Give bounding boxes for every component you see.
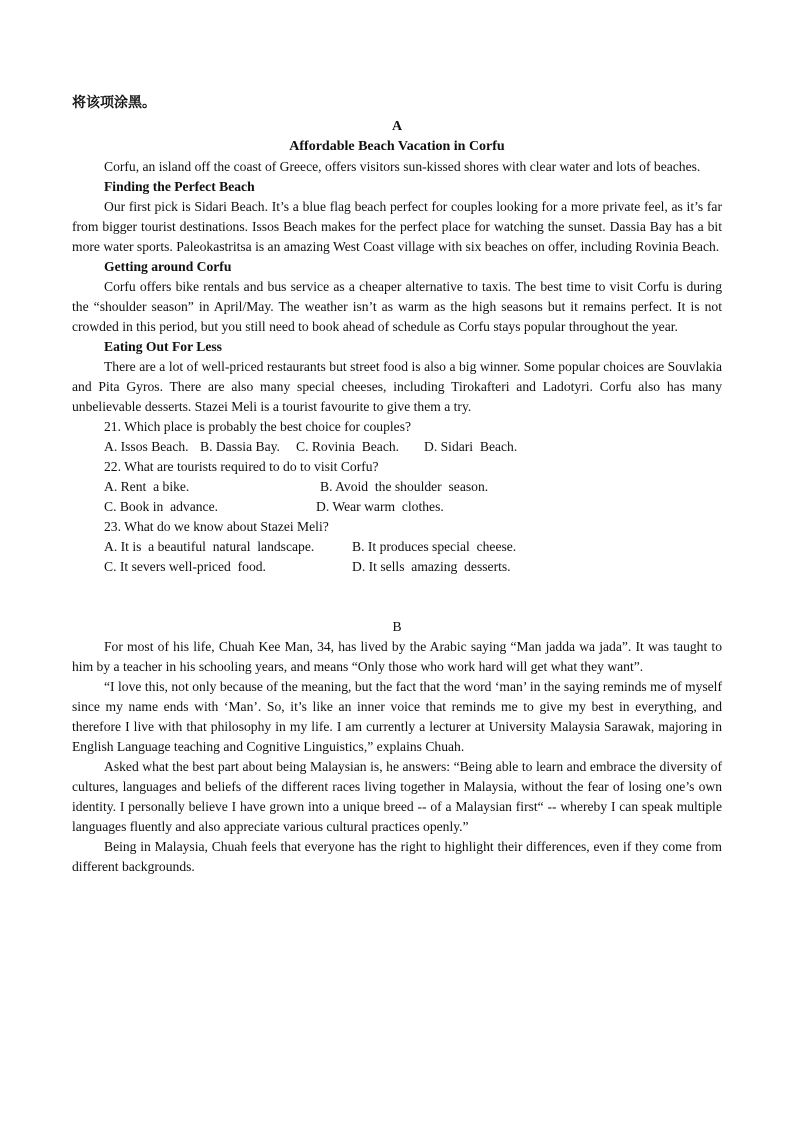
section-b-letter: B — [392, 619, 402, 634]
q23-option-b: B. It produces special cheese. — [352, 539, 517, 554]
q21-option-d: D. Sidari Beach. — [424, 439, 518, 454]
section-a-paragraph-2: Corfu offers bike rentals and bus service as a cheaper alternative to taxis. The best time to visit Corfu is during the “shoulder season” in April/May. The weather isn’t as warm as the high seasons but it remains perfect. It is not crowded in this period, but you still need to book ahead of schedule as Corfu stays popular throughout the year. — [72, 279, 722, 334]
q23-option-c: C. It severs well-priced food. — [104, 559, 266, 574]
section-b-paragraph-2: “I love this, not only because of the meaning, but the fact that the word ‘man’ in the saying reminds me of myself since my name ends with ‘Man’. So, it’s like an inner voice that reminds me to give my best in everything, and therefore I live with that philosophy in my life. I am currently a lecturer at University Malaysia Sarawak, majoring in English Language teaching and Cognitive Linguistics,” explains Chuah. — [72, 679, 722, 754]
section-b-paragraph-3: Asked what the best part about being Malaysian is, he answers: “Being able to learn and embrace the diversity of cultures, languages and beliefs of the different races living together in Malaysia, without the fear of losing one’s own identity. I personally believe I have grown into a unique breed -- of a Malaysian first“ -- whereby I can speak multiple languages fluently and also appreciate various cultural practices openly.” — [72, 759, 722, 834]
section-a-paragraph-3: There are a lot of well-priced restaurants but street food is also a big winner. Some popular choices are Souvlakia and Pita Gyros. There are also many special cheeses, including Tirokafteri and Ladotyri. Corfu also has many unbelievable desserts. Stazei Meli is a tourist favourite to give them a try. — [72, 359, 722, 414]
section-a-letter: A — [391, 119, 403, 134]
question-21-stem: 21. Which place is probably the best choice for couples? — [104, 419, 412, 434]
section-a-paragraph-1: Our first pick is Sidari Beach. It’s a blue flag beach perfect for couples looking for a more private feel, as it’s far from bigger tourist destinations. Issos Beach makes for the perfect place for watching the sunset. Dassia Bay has a bit more water sports. Paleokastritsa is an amazing West Coast village with six beaches on offer, including Rovinia Beach. — [72, 199, 722, 254]
section-a-heading-1: Finding the Perfect Beach — [104, 179, 255, 194]
section-a-heading-2: Getting around Corfu — [104, 259, 232, 274]
section-a-intro: Corfu, an island off the coast of Greece, offers visitors sun-kissed shores with clear water and lots of beaches. — [104, 159, 701, 174]
q22-option-d: D. Wear warm clothes. — [316, 499, 444, 514]
q22-option-a: A. Rent a bike. — [104, 479, 190, 494]
document-page — [72, 94, 722, 877]
top-instruction: 将该项涂黑。 — [72, 96, 156, 111]
q21-option-c: C. Rovinia Beach. — [296, 439, 400, 454]
section-b-paragraph-1: For most of his life, Chuah Kee Man, 34, has lived by the Arabic saying “Man jadda wa jada”. It was taught to him by a teacher in his schooling years, and means “Only those who work hard will get what they want”. — [72, 639, 722, 674]
q23-option-a: A. It is a beautiful natural landscape. — [104, 539, 315, 554]
section-a-heading-3: Eating Out For Less — [104, 339, 222, 354]
question-23-options-row-2 — [72, 557, 722, 577]
question-23-stem: 23. What do we know about Stazei Meli? — [104, 519, 329, 534]
question-23-options-row-1 — [72, 537, 722, 557]
q21-option-b: B. Dassia Bay. — [200, 439, 280, 454]
section-a-title: Affordable Beach Vacation in Corfu — [289, 139, 505, 154]
question-22-stem: 22. What are tourists required to do to visit Corfu? — [104, 459, 379, 474]
q22-option-b: B. Avoid the shoulder season. — [320, 479, 489, 494]
question-22-options-row-2 — [72, 497, 722, 517]
question-21-options — [72, 437, 722, 457]
q21-option-a: A. Issos Beach. — [104, 439, 189, 454]
q23-option-d: D. It sells amazing desserts. — [352, 559, 511, 574]
q22-option-c: C. Book in advance. — [104, 499, 219, 514]
section-spacer — [72, 577, 722, 617]
question-22-options-row-1 — [72, 477, 722, 497]
section-b-paragraph-4: Being in Malaysia, Chuah feels that everyone has the right to highlight their differences, even if they come from different backgrounds. — [72, 839, 722, 874]
